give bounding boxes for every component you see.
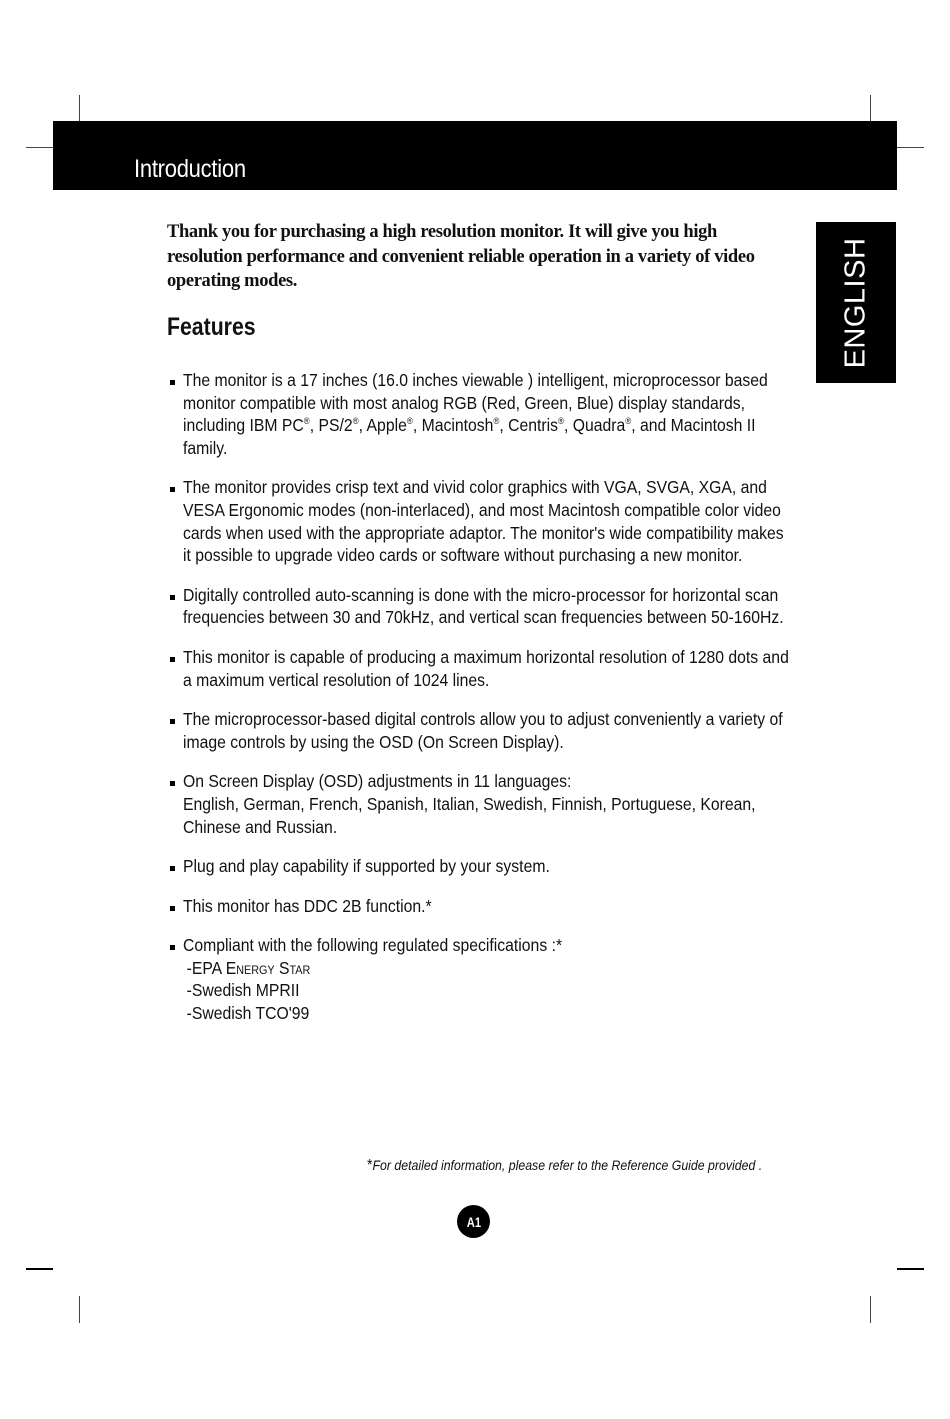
registered-mark: ® (493, 416, 500, 427)
crop-mark-top-right-horizontal (897, 147, 924, 148)
registered-mark: ® (625, 416, 632, 427)
square-bullet-icon (170, 595, 175, 600)
crop-mark-bottom-left-horizontal (26, 1268, 53, 1270)
features-heading: Features (167, 313, 256, 341)
square-bullet-icon (170, 380, 175, 385)
registered-mark: ® (406, 416, 413, 427)
feature-item-ddc (167, 895, 807, 918)
crop-mark-bottom-left-vertical (79, 1296, 80, 1323)
feature-text: This monitor is capable of producing a maximum horizontal resolution of 1280 dots and a maximum vertical resolution of 1024 lines. (183, 646, 789, 690)
spec-item-mprii: -Swedish MPRII (186, 980, 300, 1001)
language-tab-label: ENGLISH (839, 237, 872, 368)
square-bullet-icon (170, 781, 175, 786)
feature-text: Plug and play capability if supported by your system. (183, 856, 550, 877)
section-title: Introduction (134, 155, 246, 183)
page-number-badge (457, 1205, 490, 1238)
crop-mark-top-left-vertical (79, 95, 80, 121)
page-number: A1 (466, 1213, 481, 1230)
features-list (167, 369, 807, 1042)
feature-item-display-size (167, 369, 807, 459)
feature-text: The monitor is a 17 inches (16.0 inches viewable ) intelligent, microprocessor based monitor compatible with most analog RGB (Red, Green, Blue) display standards, including IBM PC®, PS/2®, Apple®, Macintosh®, Centris®, Quadra®, and Macintosh II family. (183, 370, 768, 458)
feature-text: Digitally controlled auto-scanning is done with the micro-processor for horizontal scan frequencies between 30 and 70kHz, and vertical scan frequencies between 50-160Hz. (183, 584, 784, 628)
crop-mark-top-right-vertical (870, 95, 871, 121)
feature-text: The monitor provides crisp text and vivid color graphics with VGA, SVGA, XGA, and VESA Ergonomic modes (non-interlaced), and most Macintosh compatible color video cards when used with the appropriate adaptor. The monitor's wide compatibility makes it possible to upgrade video cards or software without purchasing a new monitor. (183, 477, 784, 566)
feature-item-compliance (167, 934, 807, 1024)
spec-item-energy-star: -EPA Energy Star (186, 957, 311, 978)
footnote (367, 1157, 762, 1175)
feature-text: This monitor has DDC 2B function.* (183, 895, 432, 916)
square-bullet-icon (170, 719, 175, 724)
section-header-bar (53, 121, 897, 190)
registered-mark: ® (352, 416, 359, 427)
square-bullet-icon (170, 657, 175, 662)
square-bullet-icon (170, 945, 175, 950)
intro-paragraph: Thank you for purchasing a high resolution monitor. It will give you high resolution performance and convenient reliable operation in a variety of video operating modes. (167, 222, 755, 291)
registered-mark: ® (303, 416, 310, 427)
crop-mark-bottom-right-vertical (870, 1296, 871, 1323)
registered-mark: ® (557, 416, 564, 427)
asterisk-icon: * (367, 1157, 373, 1174)
feature-text: On Screen Display (OSD) adjustments in 11 languages: English, German, French, Spanish, Italian, Swedish, Finnish, Portuguese, Korean, Chinese and Russian. (183, 771, 756, 837)
feature-item-osd-languages (167, 770, 807, 838)
spec-item-tco99: -Swedish TCO'99 (186, 1003, 310, 1024)
feature-item-auto-scanning (167, 584, 807, 629)
square-bullet-icon (170, 487, 175, 492)
feature-item-graphics-modes (167, 476, 807, 566)
feature-text: Compliant with the following regulated specifications :* -EPA Energy Star -Swedish MPRII -Swedish TCO'99 (183, 934, 795, 1024)
feature-text: The microprocessor-based digital controls allow you to adjust conveniently a variety of image controls by using the OSD (On Screen Display). (183, 709, 783, 752)
language-tab (816, 222, 896, 383)
feature-item-max-resolution (167, 646, 807, 691)
crop-mark-top-left-horizontal (26, 147, 53, 148)
footnote-text: For detailed information, please refer to the Reference Guide provided . (372, 1157, 763, 1173)
feature-item-plug-and-play (167, 855, 807, 878)
feature-item-digital-controls (167, 708, 807, 753)
crop-mark-bottom-right-horizontal (897, 1268, 924, 1270)
square-bullet-icon (170, 866, 175, 871)
language-list: English, German, French, Spanish, Italian, Swedish, Finnish, Portuguese, Korean, Chinese and Russian. (183, 793, 756, 837)
square-bullet-icon (170, 906, 175, 911)
compliance-spec-list (183, 957, 795, 1025)
